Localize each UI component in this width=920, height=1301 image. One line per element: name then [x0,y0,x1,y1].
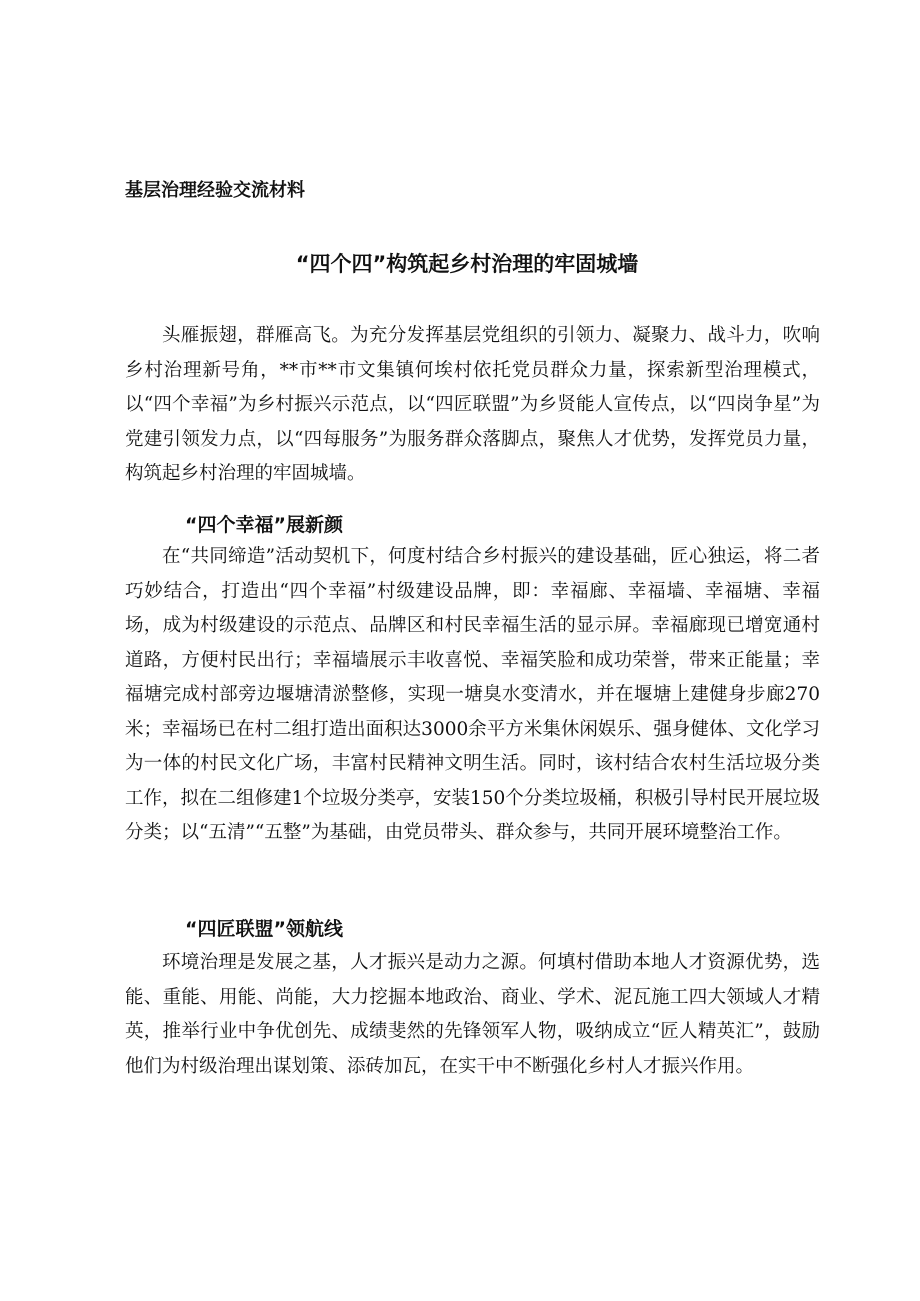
section-heading-four-happiness: “四个幸福”展新颜 [185,514,343,536]
document-title: “四个四”构筑起乡村治理的牢固城墙 [295,252,639,276]
intro-paragraph: 头雁振翅，群雁高飞。为充分发挥基层党组织的引领力、凝聚力、战斗力，吹响乡村治理新号角，**市**市文集镇何埃村依托党员群众力量，探索新型治理模式，以“四个幸福”为乡村振兴示范点，以“四匠联盟”为乡贤能人宣传点，以“四岗争星”为党建引领发力点，以“四每服务”为服务群众落脚点，聚焦人才优势，发挥党员力量，构筑起乡村治理的牢固城墙。 [125,325,820,484]
document-label: 基层治理经验交流材料 [125,180,305,201]
section-paragraph-four-craftsmen: 环境治理是发展之基，人才振兴是动力之源。何填村借助本地人才资源优势，选能、重能、用能、尚能，大力挖掘本地政治、商业、学术、泥瓦施工四大领域人才精英，推举行业中争优创先、成绩斐然的先锋领军人物，吸纳成立“匠人精英汇”，鼓励他们为村级治理出谋划策、添砖加瓦，在实干中不断强化乡村人才振兴作用。 [125,952,820,1077]
section-heading-four-craftsmen: “四匠联盟”领航线 [185,918,343,940]
section-paragraph-four-happiness: 在“共同缔造”活动契机下，何度村结合乡村振兴的建设基础，匠心独运，将二者巧妙结合，打造出“四个幸福”村级建设品牌，即：幸福廊、幸福墙、幸福塘、幸福场，成为村级建设的示范点、品牌区和村民幸福生活的显示屏。幸福廊现已增宽通村道路，方便村民出行；幸福墙展示丰收喜悦、幸福笑脸和成功荣誉，带来正能量；幸福塘完成村部旁边堰塘清淤整修，实现一塘臭水变清水，并在堰塘上建健身步廊270米；幸福场已在村二组打造出面积达3000余平方米集休闲娱乐、强身健体、文化学习为一体的村民文化广场，丰富村民精神文明生活。同时，该村结合农村生活垃圾分类工作，拟在二组修建1个垃圾分类亭，安装150个分类垃圾桶，积极引导村民开展垃圾分类；以“五清”“五整”为基础，由党员带头、群众参与，共同开展环境整治工作。 [125,546,820,843]
